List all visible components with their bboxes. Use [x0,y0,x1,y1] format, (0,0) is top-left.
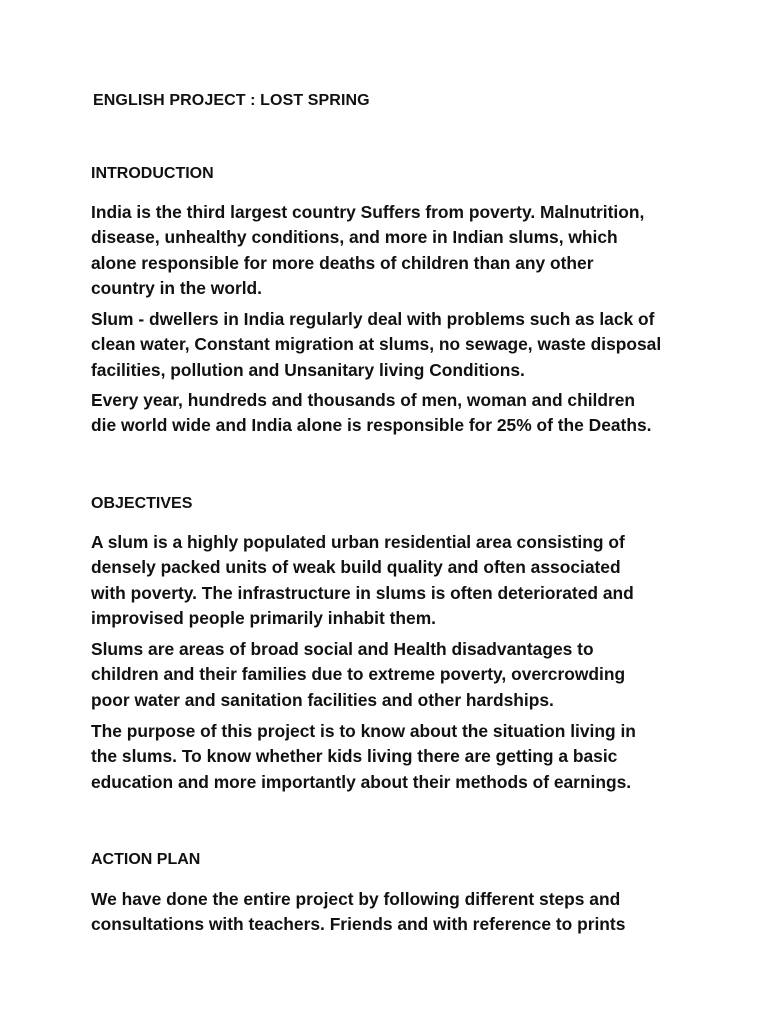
paragraph [91,887,691,938]
text-line: the slums. To know whether kids living there are getting a basic [91,746,618,767]
text-line: with poverty. The infrastructure in slums is often deteriorated and [91,582,634,603]
text-line: disease, unhealthy conditions, and more in Indian slums, which [91,227,618,248]
document-title: ENGLISH PROJECT : LOST SPRING [93,92,370,109]
text-line: consultations with teachers. Friends and with reference to prints [91,914,626,935]
text-line: The purpose of this project is to know about the situation living in [91,721,636,741]
text-line: country in the world. [91,277,263,298]
paragraph [91,719,691,795]
text-line: India is the third largest country Suffers from poverty. Malnutrition, [91,202,645,222]
text-line: densely packed units of weak build quality and often associated [91,557,621,578]
section-heading-objectives: OBJECTIVES [91,495,193,512]
text-line: clean water, Constant migration at slums, no sewage, waste disposal [91,334,662,355]
text-line: Slums are areas of broad social and Health disadvantages to [91,639,594,659]
text-line: improvised people primarily inhabit them. [91,607,436,628]
text-line: education and more importantly about their methods of earnings. [91,771,632,792]
text-line: A slum is a highly populated urban residential area consisting of [91,532,625,552]
section-heading-action-plan: ACTION PLAN [91,851,201,868]
text-line: facilities, pollution and Unsanitary living Conditions. [91,359,525,380]
paragraph [91,388,691,439]
text-line: We have done the entire project by following different steps and [91,889,621,909]
paragraph [91,530,691,631]
text-line: poor water and sanitation facilities and other hardships. [91,689,554,710]
text-line: children and their families due to extreme poverty, overcrowding [91,664,626,685]
paragraph [91,200,691,301]
text-line: die world wide and India alone is responsible for 25% of the Deaths. [91,415,652,436]
section-heading-introduction: INTRODUCTION [91,165,214,182]
paragraph [91,307,691,383]
text-line: alone responsible for more deaths of children than any other [91,252,594,273]
text-line: Every year, hundreds and thousands of men, woman and children [91,390,636,410]
paragraph [91,637,691,713]
text-line: Slum - dwellers in India regularly deal with problems such as lack of [91,309,655,329]
